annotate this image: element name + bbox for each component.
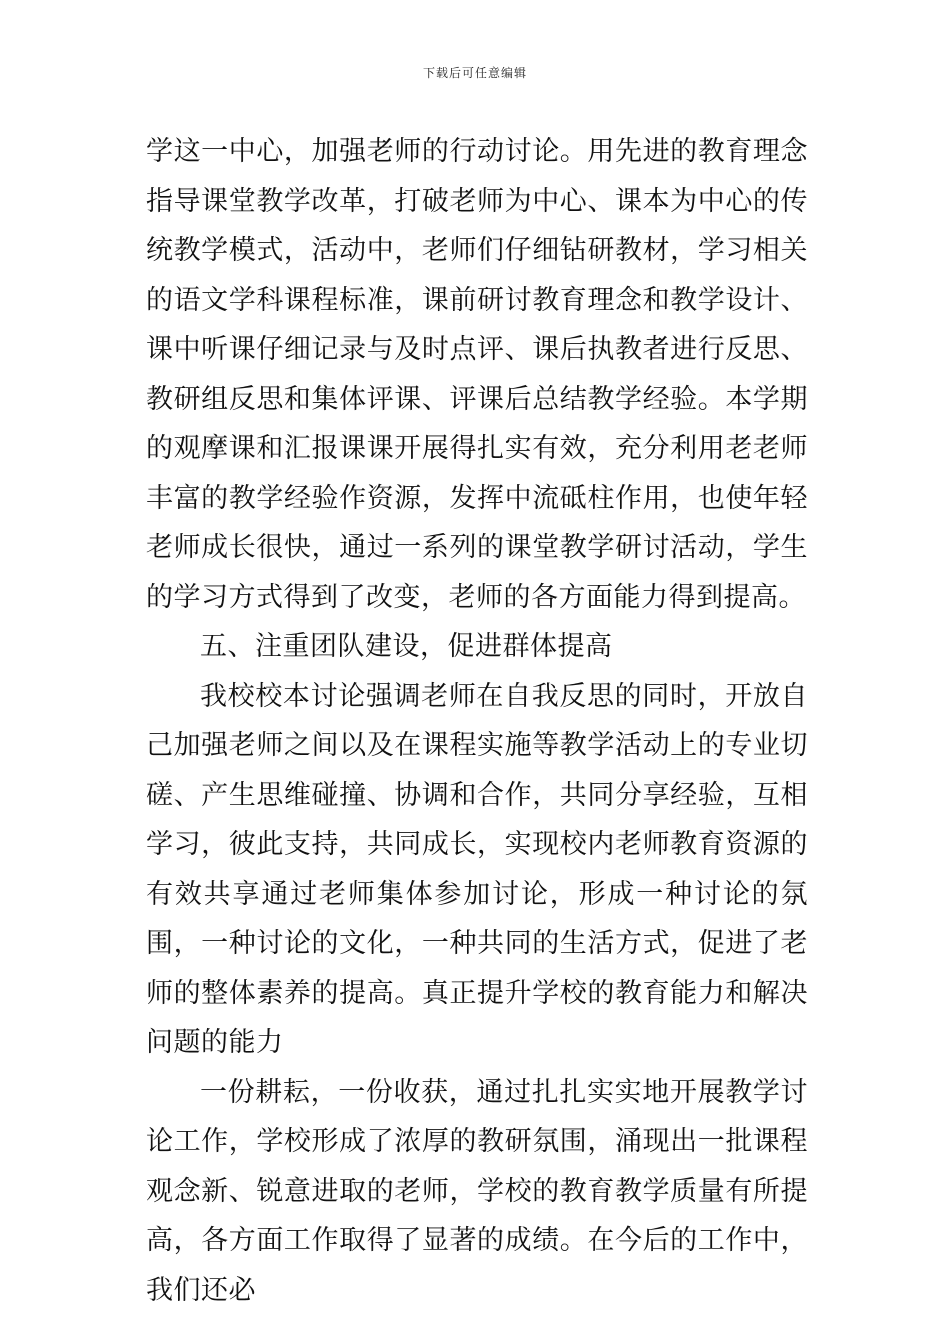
document-body bbox=[146, 127, 808, 1315]
paragraph-continuation: 学这一中心，加强老师的行动讨论。用先进的教育理念指导课堂教学改革，打破老师为中心、课本为中心的传统教学模式，活动中，老师们仔细钻研教材，学习相关的语文学科课程标准，课前研讨教育理念和教学设计、课中听课仔细记录与及时点评、课后执教者进行反思、教研组反思和集体评课、评课后总结教学经验。本学期的观摩课和汇报课课开展得扎实有效，充分利用老老师丰富的教学经验作资源，发挥中流砥柱作用，也使年轻老师成长很快，通过一系列的课堂教学研讨活动，学生的学习方式得到了改变，老师的各方面能力得到提高。 bbox=[146, 136, 808, 613]
paragraph-team-building: 我校校本讨论强调老师在自我反思的同时，开放自己加强老师之间以及在课程实施等教学活动上的专业切磋、产生思维碰撞、协调和合作，共同分享经验，互相学习，彼此支持，共同成长，实现校内老师教育资源的有效共享通过老师集体参加讨论，形成一种讨论的氛围，一种讨论的文化，一种共同的生活方式，促进了老师的整体素养的提高。真正提升学校的教育能力和解决问题的能力 bbox=[146, 680, 808, 1058]
section-heading: 五、注重团队建设，促进群体提高 bbox=[200, 631, 613, 662]
page-header-note: 下载后可任意编辑 bbox=[422, 66, 527, 80]
paragraph-conclusion: 一份耕耘，一份收获，通过扎扎实实地开展教学讨论工作，学校形成了浓厚的教研氛围，涌现出一批课程观念新、锐意进取的老师，学校的教育教学质量有所提高，各方面工作取得了显著的成绩。在今后的工作中，我们还必 bbox=[146, 1076, 808, 1306]
